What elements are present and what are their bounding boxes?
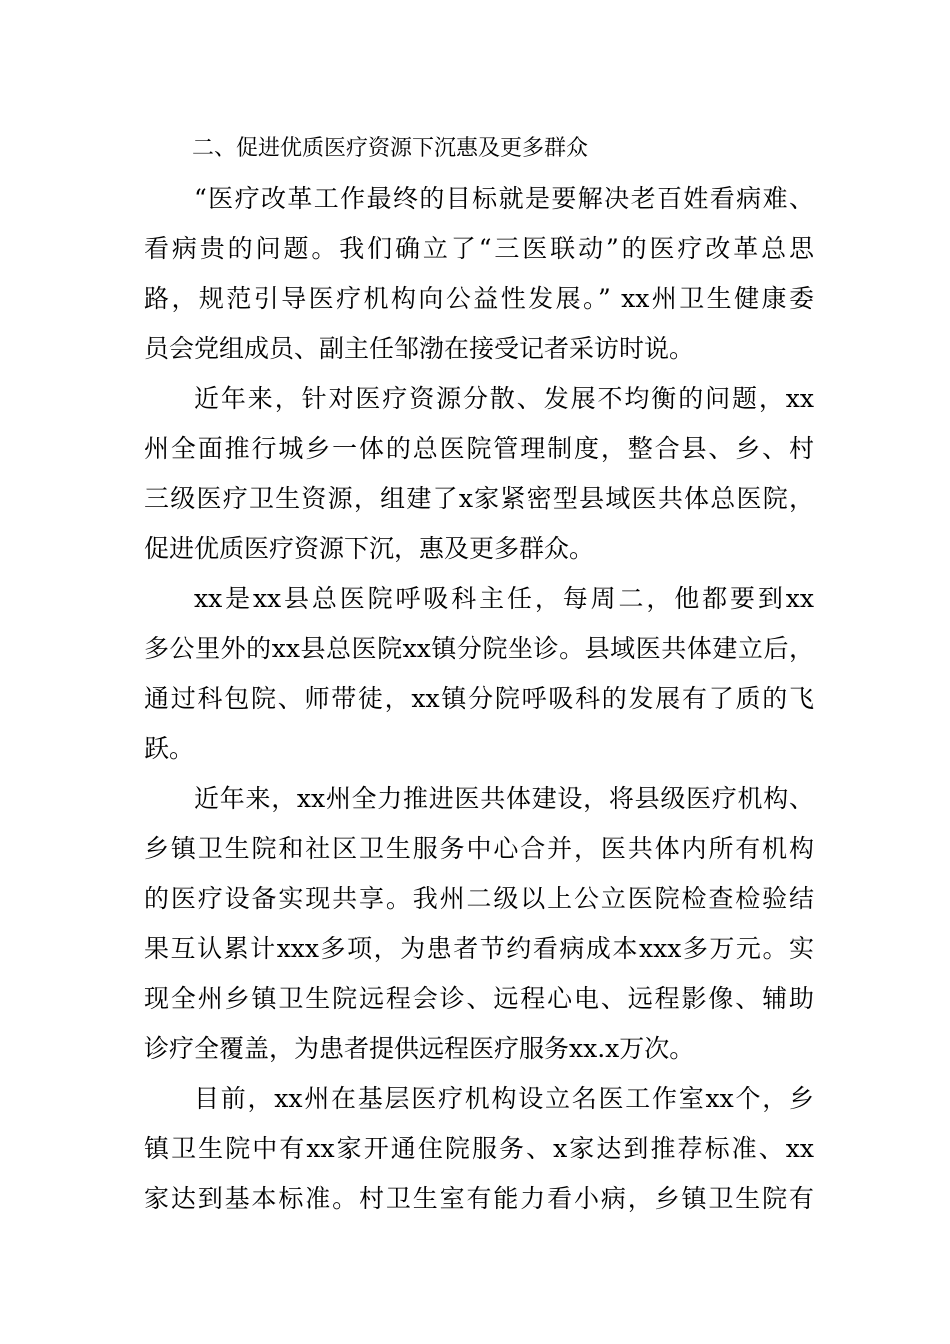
paragraph-line: xx是xx县总医院呼吸科主任，每周二，他都要到xx [194, 584, 814, 613]
paragraph-1 [144, 174, 814, 374]
paragraph-line: 家达到基本标准。村卫生室有能力看小病，乡镇卫生院有 [144, 1184, 814, 1213]
paragraph-5 [144, 1074, 814, 1224]
paragraph-line: 近年来，针对医疗资源分散、发展不均衡的问题，xx [194, 384, 814, 413]
paragraph-line: 促进优质医疗资源下沉，惠及更多群众。 [144, 534, 595, 563]
paragraph-line: 近年来，xx州全力推进医共体建设，将县级医疗机构、 [194, 784, 814, 813]
paragraph-line: 看病贵的问题。我们确立了“三医联动”的医疗改革总思 [144, 234, 814, 263]
paragraph-line: 镇卫生院中有xx家开通住院服务、x家达到推荐标准、xx [144, 1134, 814, 1163]
paragraph-line: 多公里外的xx县总医院xx镇分院坐诊。县域医共体建立后， [144, 634, 814, 663]
document-body [144, 124, 814, 1224]
paragraph-line: 员会党组成员、副主任邹渤在接受记者采访时说。 [144, 334, 695, 363]
paragraph-line: 果互认累计xxx多项，为患者节约看病成本xxx多万元。实 [144, 934, 814, 963]
paragraph-4 [144, 774, 814, 1074]
paragraph-3 [144, 574, 814, 774]
section-heading: 二、促进优质医疗资源下沉惠及更多群众 [192, 136, 589, 161]
paragraph-2 [144, 374, 814, 574]
paragraph-line: 跃。 [144, 734, 195, 763]
paragraph-line: 的医疗设备实现共享。我州二级以上公立医院检查检验结 [144, 884, 814, 913]
paragraph-line: 诊疗全覆盖，为患者提供远程医疗服务xx.x万次。 [144, 1034, 695, 1063]
paragraph-line: “医疗改革工作最终的目标就是要解决老百姓看病难、 [194, 184, 814, 213]
paragraph-line: 通过科包院、师带徒，xx镇分院呼吸科的发展有了质的飞 [144, 684, 814, 713]
paragraph-line: 三级医疗卫生资源，组建了x家紧密型县域医共体总医院， [144, 484, 814, 513]
paragraph-line: 现全州乡镇卫生院远程会诊、远程心电、远程影像、辅助 [144, 984, 814, 1013]
paragraph-line: 目前，xx州在基层医疗机构设立名医工作室xx个，乡 [194, 1084, 814, 1113]
paragraph-line: 路，规范引导医疗机构向公益性发展。” xx州卫生健康委 [144, 284, 814, 313]
paragraph-line: 州全面推行城乡一体的总医院管理制度，整合县、乡、村 [144, 434, 814, 463]
paragraph-line: 乡镇卫生院和社区卫生服务中心合并，医共体内所有机构 [144, 834, 814, 863]
